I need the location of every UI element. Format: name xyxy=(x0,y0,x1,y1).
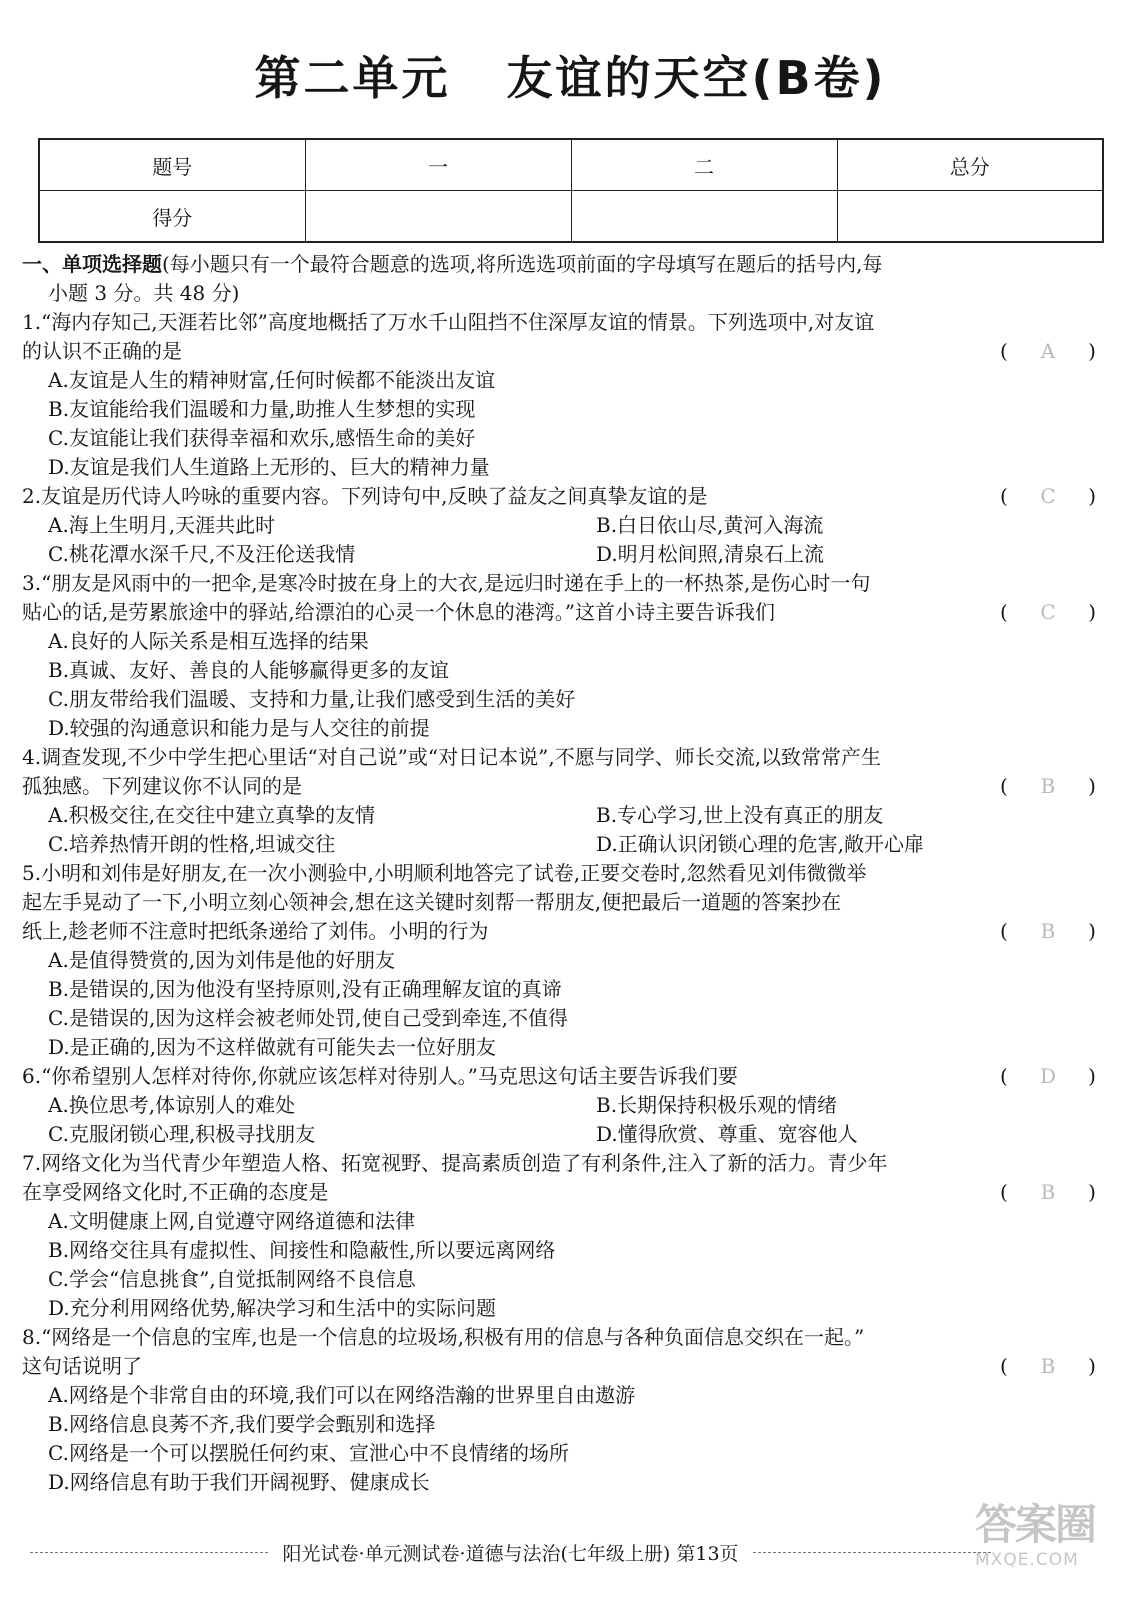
question-stem-line xyxy=(22,598,1102,627)
footer-rule-right xyxy=(753,1552,991,1553)
answer-option[interactable]: B.白日依山尽,黄河入海流 xyxy=(596,513,824,537)
question-stem-text: 4.调查发现,不少中学生把心里话“对自己说”或“对日记本说”,不愿与同学、师长交流,以致常常产生 xyxy=(22,745,882,769)
bracket-open: ( xyxy=(1000,1064,1008,1088)
answer-letter: B xyxy=(1040,1180,1056,1204)
answer-option[interactable]: A.积极交往,在交往中建立真挚的友情 xyxy=(48,803,376,827)
bracket-close: ) xyxy=(1088,1180,1096,1204)
answer-bracket[interactable] xyxy=(1000,482,1096,511)
answer-option[interactable]: D.懂得欣赏、尊重、宽容他人 xyxy=(596,1122,858,1146)
score-row-label: 得分 xyxy=(39,191,305,243)
question-stem-line xyxy=(22,482,1102,511)
answer-option[interactable]: D.较强的沟通意识和能力是与人交往的前提 xyxy=(48,716,430,740)
question-stem-text: 8.“网络是一个信息的宝库,也是一个信息的垃圾场,积极有用的信息与各种负面信息交织在一起。” xyxy=(22,1325,865,1349)
question-stem-text: 纸上,趁老师不注意时把纸条递给了刘伟。小明的行为 xyxy=(22,919,489,943)
answer-option[interactable]: A.友谊是人生的精神财富,任何时候都不能淡出友谊 xyxy=(48,368,496,392)
section-heading: 一、单项选择题 xyxy=(22,252,162,276)
question-block xyxy=(22,569,1102,743)
answer-bracket[interactable] xyxy=(1000,598,1096,627)
answer-option[interactable]: D.是正确的,因为不这样做就有可能失去一位好朋友 xyxy=(48,1035,497,1059)
answer-option[interactable]: B.网络交往具有虚拟性、间接性和隐蔽性,所以要远离网络 xyxy=(48,1238,556,1262)
footer-rule-left xyxy=(30,1552,268,1553)
answer-option[interactable]: C.桃花潭水深千尺,不及汪伦送我情 xyxy=(48,542,356,566)
answer-option[interactable]: B.网络信息良莠不齐,我们要学会甄别和选择 xyxy=(48,1412,436,1436)
question-stem-text: 1.“海内存知己,天涯若比邻”高度地概括了万水千山阻挡不住深厚友谊的情景。下列选项中,对友谊 xyxy=(22,310,875,334)
answer-option[interactable]: A.换位思考,体谅别人的难处 xyxy=(48,1093,296,1117)
answer-option[interactable]: A.海上生明月,天涯共此时 xyxy=(48,513,276,537)
answer-option[interactable]: C.学会“信息挑食”,自觉抵制网络不良信息 xyxy=(48,1267,416,1291)
question-stem-text: 2.友谊是历代诗人吟咏的重要内容。下列诗句中,反映了益友之间真挚友谊的是 xyxy=(22,484,708,508)
bracket-close: ) xyxy=(1088,484,1096,508)
score-table xyxy=(38,138,1104,243)
bracket-open: ( xyxy=(1000,1354,1008,1378)
question-stem-line xyxy=(22,888,1102,917)
answer-letter: D xyxy=(1039,1064,1057,1088)
question-stem-line xyxy=(22,337,1102,366)
question-stem-text: 6.“你希望别人怎样对待你,你就应该怎样对待别人。”马克思这句话主要告诉我们要 xyxy=(22,1064,738,1088)
answer-option[interactable]: C.朋友带给我们温暖、支持和力量,让我们感受到生活的美好 xyxy=(48,687,576,711)
footer-text: 阳光试卷·单元测试卷·道德与法治(七年级上册) 第13页 xyxy=(282,1542,739,1565)
answer-option[interactable]: C.网络是一个可以摆脱任何约束、宣泄心中不良情绪的场所 xyxy=(48,1441,569,1465)
bracket-close: ) xyxy=(1088,919,1096,943)
answer-option[interactable]: A.文明健康上网,自觉遵守网络道德和法律 xyxy=(48,1209,416,1233)
answer-letter: C xyxy=(1040,600,1056,624)
answer-bracket[interactable] xyxy=(1000,917,1096,946)
question-block xyxy=(22,859,1102,1062)
answer-option[interactable]: B.专心学习,世上没有真正的朋友 xyxy=(596,803,884,827)
question-stem-text: 3.“朋友是风雨中的一把伞,是寒冷时披在身上的大衣,是远归时递在手上的一杯热茶,是伤心时一句 xyxy=(22,571,871,595)
question-stem-text: 的认识不正确的是 xyxy=(22,339,182,363)
watermark-url: MXQE.COM xyxy=(975,1550,1079,1570)
question-block xyxy=(22,308,1102,482)
answer-option[interactable]: B.长期保持积极乐观的情绪 xyxy=(596,1093,838,1117)
question-stem-line xyxy=(22,917,1102,946)
answer-option[interactable]: B.友谊能给我们温暖和力量,助推人生梦想的实现 xyxy=(48,397,476,421)
question-stem-text: 孤独感。下列建议你不认同的是 xyxy=(22,774,302,798)
answer-option[interactable]: D.网络信息有助于我们开阔视野、健康成长 xyxy=(48,1470,430,1494)
answer-option[interactable]: C.是错误的,因为这样会被老师处罚,使自己受到牵连,不值得 xyxy=(48,1006,569,1030)
question-stem-line xyxy=(22,1352,1102,1381)
question-block xyxy=(22,1323,1102,1497)
answer-bracket[interactable] xyxy=(1000,1352,1096,1381)
bracket-close: ) xyxy=(1088,1354,1096,1378)
answer-letter: B xyxy=(1040,774,1056,798)
bracket-open: ( xyxy=(1000,484,1008,508)
question-stem-line xyxy=(22,569,1102,598)
answer-bracket[interactable] xyxy=(1000,337,1096,366)
bracket-open: ( xyxy=(1000,919,1008,943)
question-stem-text: 7.网络文化为当代青少年塑造人格、拓宽视野、提高素质创造了有利条件,注入了新的活力。青少年 xyxy=(22,1151,888,1175)
answer-letter: C xyxy=(1040,484,1056,508)
answer-letter: A xyxy=(1040,339,1056,363)
answer-option[interactable]: B.是错误的,因为他没有坚持原则,没有正确理解友谊的真谛 xyxy=(48,977,562,1001)
option-row xyxy=(22,830,1102,859)
question-stem-line xyxy=(22,1149,1102,1178)
bracket-open: ( xyxy=(1000,1180,1008,1204)
score-table-header: 题号 xyxy=(39,139,305,191)
question-list xyxy=(22,308,1102,1497)
bracket-close: ) xyxy=(1088,1064,1096,1088)
section-instructions-cont: 小题 3 分。共 48 分) xyxy=(48,281,240,305)
option-row xyxy=(22,1091,1102,1120)
question-stem-text: 在享受网络文化时,不正确的态度是 xyxy=(22,1180,329,1204)
question-stem-line xyxy=(22,1323,1102,1352)
score-table-header-row xyxy=(39,139,1103,191)
question-stem-text: 这句话说明了 xyxy=(22,1354,142,1378)
bracket-open: ( xyxy=(1000,339,1008,363)
question-stem-line xyxy=(22,859,1102,888)
question-stem-line xyxy=(22,1178,1102,1207)
bracket-close: ) xyxy=(1088,774,1096,798)
score-cell[interactable] xyxy=(305,191,571,243)
page-footer xyxy=(0,1537,1141,1567)
score-cell[interactable] xyxy=(571,191,837,243)
question-block xyxy=(22,482,1102,569)
watermark-logo xyxy=(975,1500,1123,1592)
page-title: 第二单元 友谊的天空(B卷) xyxy=(254,51,887,105)
score-table-header: 一 xyxy=(305,139,571,191)
answer-bracket[interactable] xyxy=(1000,772,1096,801)
answer-option[interactable]: B.真诚、友好、善良的人能够赢得更多的友谊 xyxy=(48,658,450,682)
question-stem-line xyxy=(22,772,1102,801)
bracket-close: ) xyxy=(1088,339,1096,363)
answer-bracket[interactable] xyxy=(1000,1178,1096,1207)
answer-letter: B xyxy=(1040,919,1056,943)
score-table-score-row xyxy=(39,191,1103,243)
score-table-header: 总分 xyxy=(837,139,1103,191)
option-row xyxy=(22,1120,1102,1149)
bracket-open: ( xyxy=(1000,774,1008,798)
answer-option[interactable]: D.友谊是我们人生道路上无形的、巨大的精神力量 xyxy=(48,455,490,479)
question-stem-line xyxy=(22,1062,1102,1091)
question-block xyxy=(22,1149,1102,1323)
answer-option[interactable]: D.明月松间照,清泉石上流 xyxy=(596,542,825,566)
bracket-open: ( xyxy=(1000,600,1008,624)
answer-option[interactable]: C.友谊能让我们获得幸福和欢乐,感悟生命的美好 xyxy=(48,426,476,450)
section-instructions: 一、单项选择题(每小题只有一个最符合题意的选项,将所选选项前面的字母填写在题后的括号内,每 xyxy=(22,252,883,276)
question-stem-text: 贴心的话,是劳累旅途中的驿站,给漂泊的心灵一个休息的港湾。”这首小诗主要告诉我们 xyxy=(22,600,775,624)
option-row xyxy=(22,540,1102,569)
option-row xyxy=(22,511,1102,540)
question-stem-line xyxy=(22,308,1102,337)
question-stem-line xyxy=(22,743,1102,772)
answer-option[interactable]: C.培养热情开朗的性格,坦诚交往 xyxy=(48,832,336,856)
answer-option[interactable]: D.正确认识闭锁心理的危害,敞开心扉 xyxy=(596,832,925,856)
option-row xyxy=(22,801,1102,830)
answer-bracket[interactable] xyxy=(1000,1062,1096,1091)
answer-option[interactable]: A.是值得赞赏的,因为刘伟是他的好朋友 xyxy=(48,948,396,972)
answer-option[interactable]: A.良好的人际关系是相互选择的结果 xyxy=(48,629,369,653)
answer-letter: B xyxy=(1040,1354,1056,1378)
score-table-header: 二 xyxy=(571,139,837,191)
question-block xyxy=(22,1062,1102,1149)
watermark-text: 答案圈 xyxy=(975,1500,1096,1549)
answer-option[interactable]: D.充分利用网络优势,解决学习和生活中的实际问题 xyxy=(48,1296,497,1320)
question-block xyxy=(22,743,1102,859)
score-cell[interactable] xyxy=(837,191,1103,243)
answer-option[interactable]: A.网络是个非常自由的环境,我们可以在网络浩瀚的世界里自由遨游 xyxy=(48,1383,636,1407)
exam-content xyxy=(22,250,1102,1497)
bracket-close: ) xyxy=(1088,600,1096,624)
answer-option[interactable]: C.克服闭锁心理,积极寻找朋友 xyxy=(48,1122,316,1146)
question-stem-text: 起左手晃动了一下,小明立刻心领神会,想在这关键时刻帮一帮朋友,便把最后一道题的答案抄在 xyxy=(22,890,842,914)
question-stem-text: 5.小明和刘伟是好朋友,在一次小测验中,小明顺利地答完了试卷,正要交卷时,忽然看见刘伟微微举 xyxy=(22,861,867,885)
